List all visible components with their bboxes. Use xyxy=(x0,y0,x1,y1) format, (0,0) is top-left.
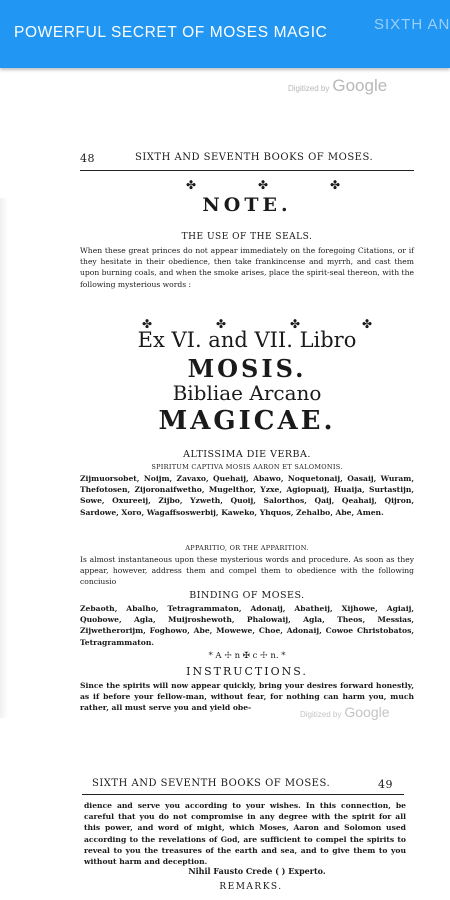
running-head: SIXTH AND SEVENTH BOOKS OF MOSES. xyxy=(135,152,374,163)
note-heading: NOTE. xyxy=(202,194,292,216)
continuation-paragraph: dience and serve you according to your wishes. In this connection, be careful that you do not compromise in any degree with the spirit for all this power, and word of might, which Moses, Aaron and Solomon used according to the revelations of God, are sufficient to compel the spirits to reveal to you the treasures of the earth and sea, and to give them to you without harm and deception. xyxy=(84,801,406,867)
instructions-paragraph: Since the spirits will now appear quickly, bring your desires forward honestly, as if before your fellow-man, without fear, for nothing can harm you, much rather, all must serve you and yield obe- xyxy=(80,681,414,713)
apparitio-heading: APPARITIO, OR THE APPARITION. xyxy=(185,544,309,552)
ornament-star: ✤ xyxy=(330,178,341,192)
altissima-heading: ALTISSIMA DIE VERBA. xyxy=(183,449,311,460)
remarks-heading: REMARKS. xyxy=(219,882,283,892)
page-edge-shadow xyxy=(0,198,8,718)
binding-heading: BINDING OF MOSES. xyxy=(189,590,305,601)
header-rule xyxy=(82,794,404,795)
seal-glyph-line: * A ☩ n ✠ c ☩ n. * xyxy=(208,651,286,661)
running-head: SIXTH AND SEVENTH BOOKS OF MOSES. xyxy=(92,778,331,789)
ornament-star: ✤ xyxy=(290,317,301,331)
page-number: 49 xyxy=(378,778,393,791)
binding-paragraph: Zebaoth, Abalho, Tetragrammaton, Adonaij, Abatheij, Xijhowe, Agiaij, Quobowe, Agla, Muijroshewoth, Phalowaij, Agla, Theos, Messias, Zijwetherorijm, Foghowo, Abe, Mowewe, Choe, Adonaij, Cowoe Christobatos, Tetragrammaton. xyxy=(80,604,414,647)
page-number: 48 xyxy=(80,152,95,165)
ornament-star: ✤ xyxy=(216,317,227,331)
names-paragraph: Zijmuorsobet, Noijm, Zavaxo, Quehaij, Abawo, Noquetonaij, Oasaij, Wuram, Thefotosen, Zijoronaifwetho, Mugelthor, Yzxe, Agiopuaij, Huaija, Surtastijn, Sowe, Oxureeij, Zijbo, Yzweth, Quoij, Salorthos, Qaij, Qeahaij, Qijron, Sardowe, Xoro, Wagaffsoswerbij, Kaweko, Yhquos, Zehalbo, Abe, Amen. xyxy=(80,474,414,517)
book-title-line-3: Bibliae Arcano xyxy=(172,381,322,405)
seals-heading: THE USE OF THE SEALS. xyxy=(181,232,313,242)
google-watermark: Digitized by Google xyxy=(300,704,390,720)
app-bar-title: POWERFUL SECRET OF MOSES MAGIC xyxy=(14,24,328,41)
book-title-line-2: MOSIS. xyxy=(187,354,307,383)
motto-line: Nihil Fausto Crede ( ) Experto. xyxy=(188,866,326,876)
app-bar xyxy=(0,0,450,68)
ornament-star: ✤ xyxy=(186,178,197,192)
spiritum-subheading: SPIRITUM CAPTIVA MOSIS AARON ET SALOMONIS. xyxy=(151,463,343,471)
ornament-star: ✤ xyxy=(142,317,153,331)
book-title-line-4: MAGICAE. xyxy=(158,406,336,436)
apparitio-paragraph: Is almost instantaneous upon these mysterious words and procedure. As soon as they appear, however, address them and compel them to obedience with the following conciusio xyxy=(80,555,414,587)
google-watermark: Digitized by Google xyxy=(288,76,388,95)
ornament-star: ✤ xyxy=(258,178,269,192)
ornament-star: ✤ xyxy=(362,317,373,331)
instructions-heading: INSTRUCTIONS. xyxy=(186,665,308,678)
header-rule xyxy=(80,170,414,171)
scanned-page-view[interactable] xyxy=(0,68,450,900)
seals-paragraph: When these great princes do not appear immediately on the foregoing Citations, or if they hesitate in their obedience, then take frankincense and myrrh, and cast them upon burning coals, and when the smoke arises, place the spirit-seal thereon, with the following mysterious words : xyxy=(80,246,414,289)
next-page-title[interactable]: SIXTH AN xyxy=(374,16,450,33)
book-title-line-1: Ex VI. and VII. Libro xyxy=(137,328,357,352)
